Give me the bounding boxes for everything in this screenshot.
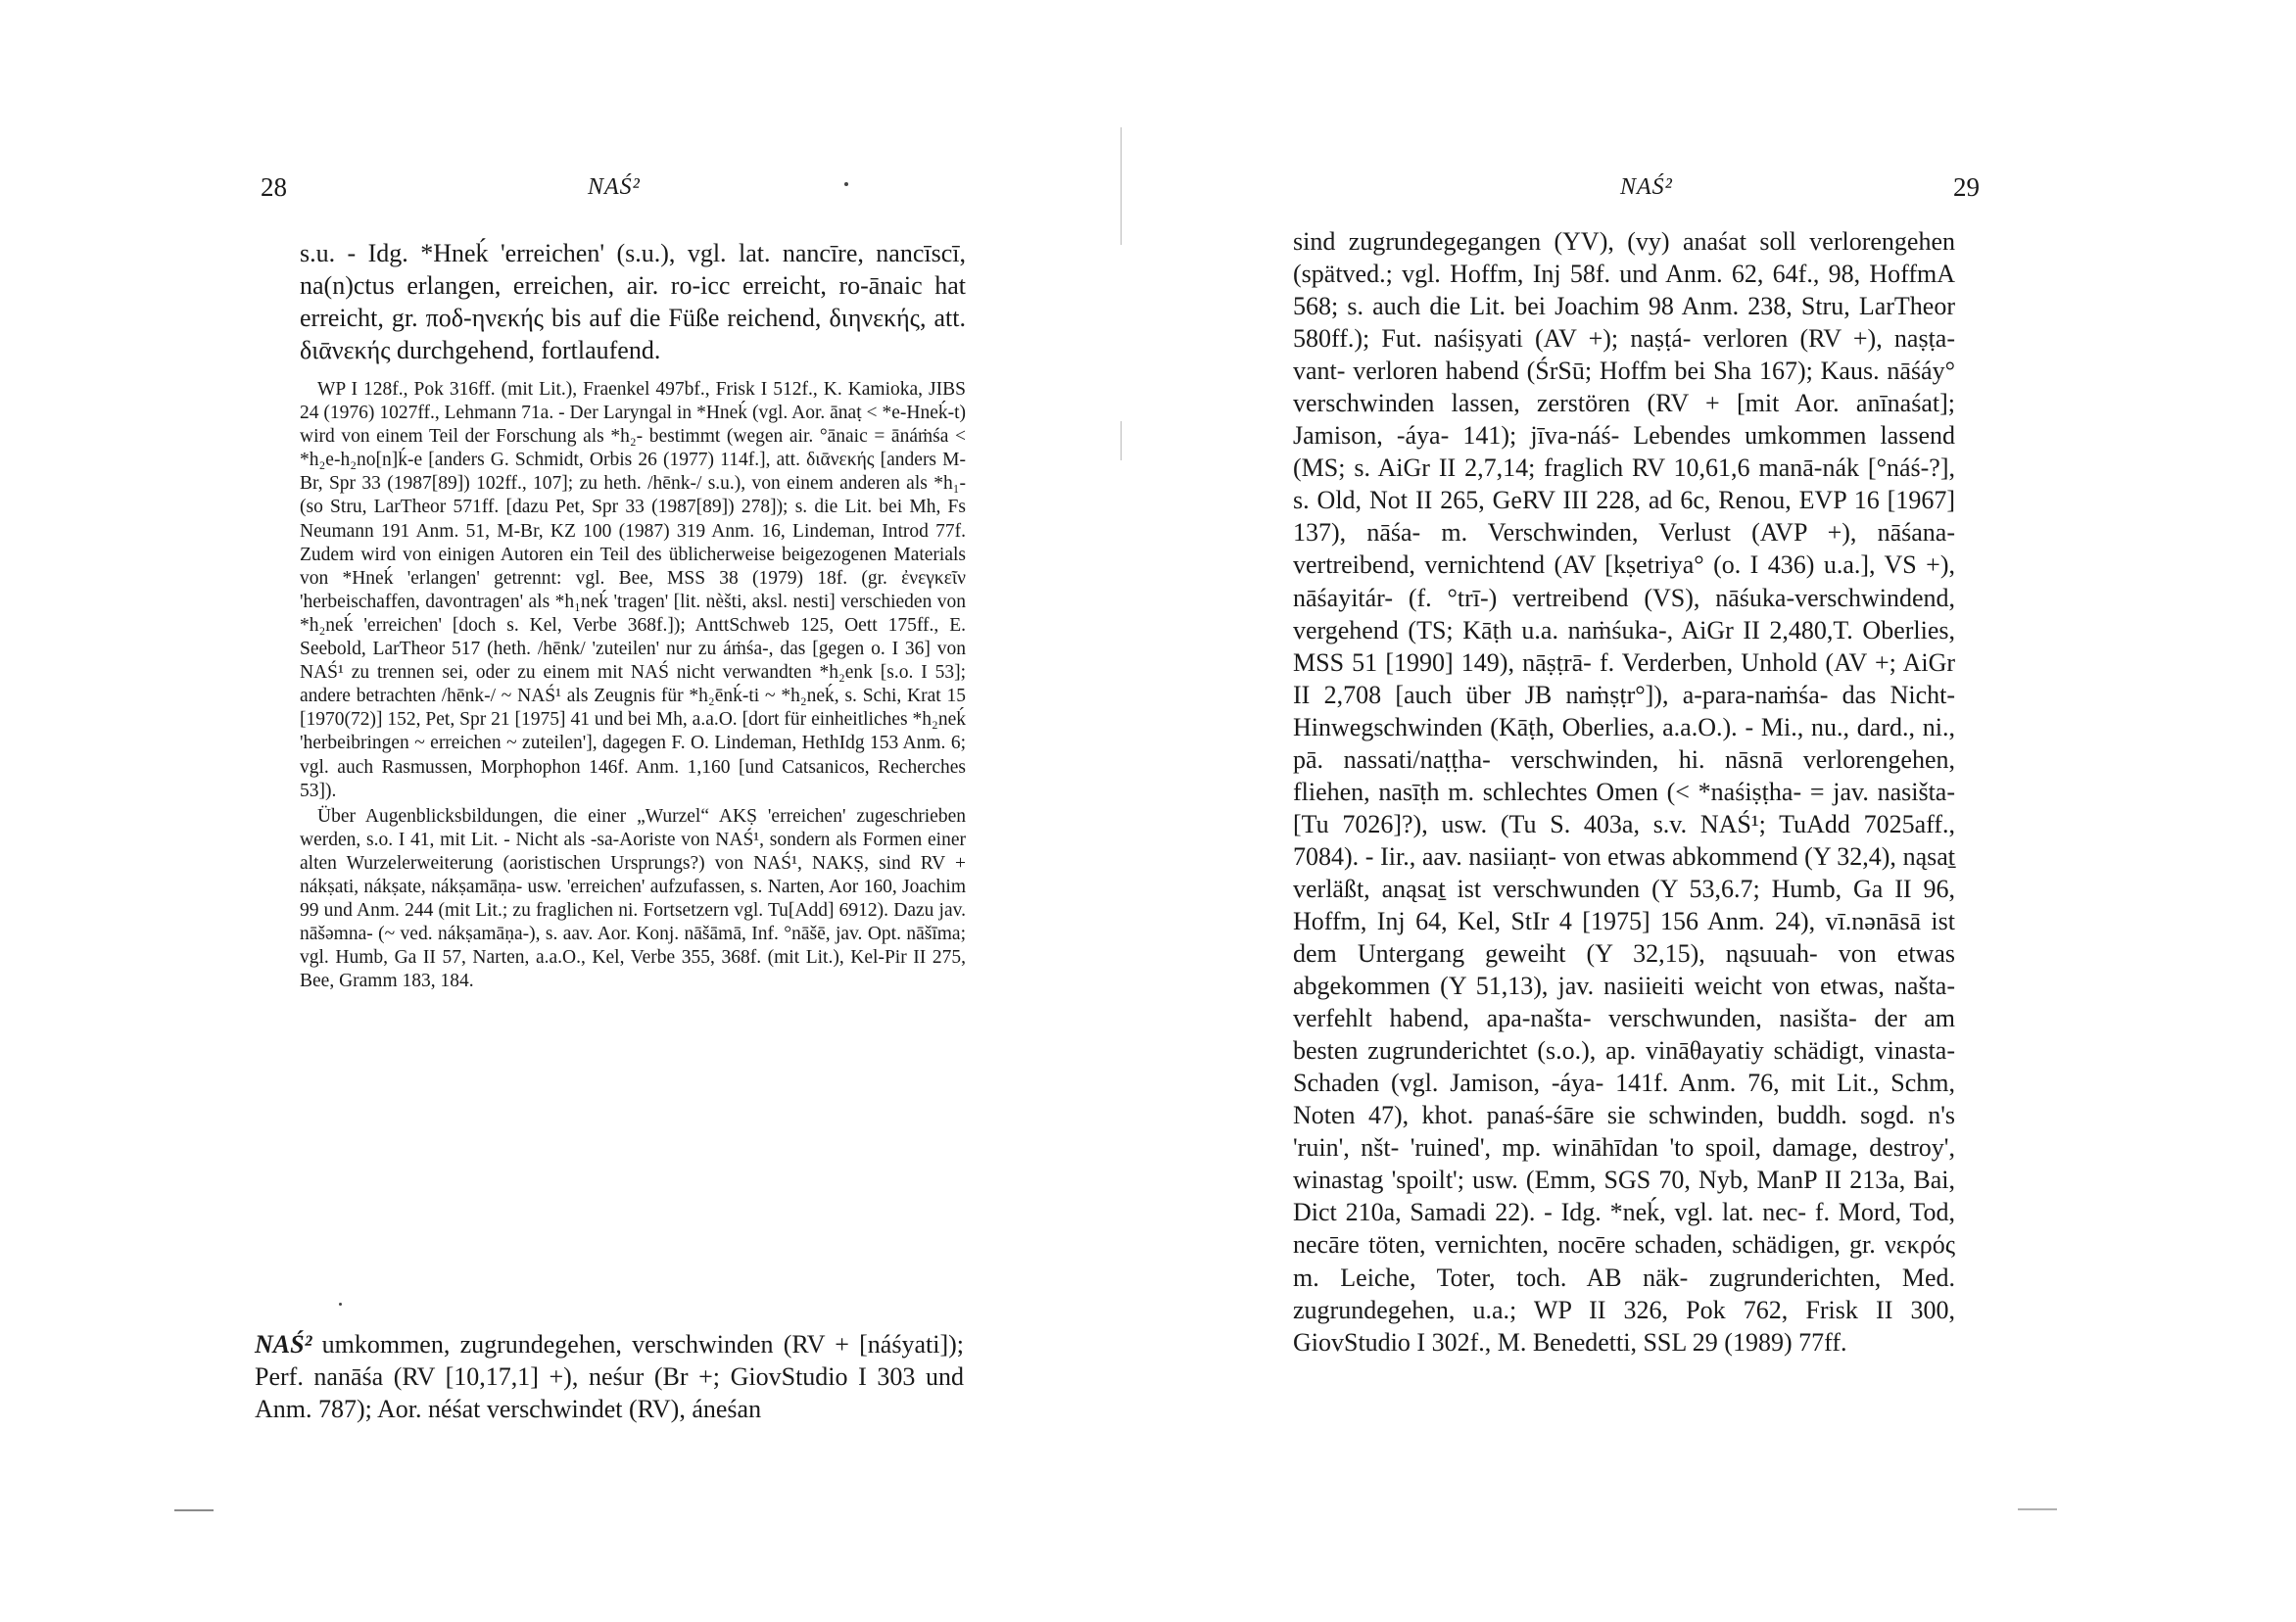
entry-text: umkommen, zugrundegehen, verschwinden (RV + [náśyati]); Perf. nanāśa (RV [10,17,1] +), neśur (Br +; GiovStudio I 303 und Anm. 787); Aor. néśat verschwindet (RV), áneśan (255, 1330, 964, 1423)
print-speck (844, 182, 848, 186)
print-speck (339, 1303, 342, 1306)
page-gutter (1121, 127, 1122, 245)
note-paragraph-2: Über Augenblicksbildungen, die einer „Wurzel“ AKṢ 'erreichen' zugeschrieben werden, s.o. I 41, mit Lit. - Nicht als -sa-Aoriste von NAŚ¹, sondern als Formen einer alten Wurzelerweiterung (aoristischen Ursprungs?) von NAŚ¹, NAKṢ, sind RV + nákṣati, nákṣate, nákṣamāṇa- usw. 'erreichen' aufzufassen, s. Narten, Aor 160, Joachim 99 und Anm. 244 (mit Lit.; zu fraglichen ni. Fortsetzern vgl. Tu[Add] 6912). Dazu jav. nāšəmna- (~ ved. nákṣamāṇa-), s. aav. Aor. Konj. nāšāmā, Inf. °nāšē, jav. Opt. nāšīma; vgl. Humb, Ga II 57, Narten, a.a.O., Kel, Verbe 355, 368f. (mit Lit.), Kel-Pir II 275, Bee, Gramm 183, 184. (300, 805, 966, 992)
scan-mark (174, 1509, 214, 1511)
right-running-head: NAŚ² (1620, 174, 1673, 200)
right-paragraph: sind zugrundegegangen (YV), (vy) anaśat soll verlorengehen (spätved.; vgl. Hoffm, Inj 58f. und Anm. 62, 64f., 98, HoffmA 568; s. auch die Lit. bei Joachim 98 Anm. 238, Stru, LarTheor 580ff.); Fut. naśiṣyati (AV +); naṣṭá- verloren (RV +), naṣṭa-vant- verloren habend (ŚrSū; Hoffm bei Sha 167); Kaus. nāśáy° verschwinden lassen, zerstören (RV + [mit Aor. anīnaśat]; Jamison, -áya- 141); jīva-náś- Lebendes umkommen lassend (MS; s. AiGr II 2,7,14; fraglich RV 10,61,6 manā-nák [°náś-?], s. Old, Not II 265, GeRV III 228, ad 6c, Renou, EVP 16 [1967] 137), nāśa- m. Verschwinden, Verlust (AVP +), nāśana- vertreibend, vernichtend (AV [kṣetriya° (o. I 436) u.a.], VS +), nāśayitár- (f. °trī-) vertreibend (VS), nāśuka-verschwindend, vergehend (TS; Kāṭh u.a. naṁśuka-, AiGr II 2,480,T. Oberlies, MSS 51 [1990] 149), nāṣṭrā- f. Verderben, Unhold (AV +; AiGr II 2,708 [auch über JB naṁṣṭr°]), a-para-naṁśa- das Nicht-Hinwegschwinden (Kāṭh, Oberlies, a.a.O.). - Mi., nu., dard., ni., pā. nassati/naṭṭha- verschwinden, hi. nāsnā verlorengehen, fliehen, nasīṭh m. schlechtes Omen (< *naśiṣṭha- = jav. nasišta- [Tu 7026]?), usw. (Tu S. 403a, s.v. NAŚ¹; TuAdd 7025aff., 7084). - Iir., aav. nasiiaṇt- von etwas abkommend (Y 32,4), nąsaṯ verläßt, anąsaṯ ist verschwunden (Y 53,6.7; Humb, Ga II 96, Hoffm, Inj 64, Kel, StIr 4 [1975] 156 Anm. 24), vī.nənāsā ist dem Untergang geweiht (Y 32,15), nąsuuah- von etwas abgekommen (Y 51,13), jav. nasiieiti weicht von etwas, našta- verfehlt habend, apa-našta- verschwunden, nasišta- der am besten zugrunderichtet (s.o.), ap. vināθayatiy schädigt, vinasta- Schaden (vgl. Jamison, -áya- 141f. Anm. 76, mit Lit., Schm, Noten 47), khot. panaś-śāre sie schwinden, buddh. sogd. n's 'ruin', nšt- 'ruined', mp. wināhīdan 'to spoil, damage, destroy', winastag 'spoilt'; usw. (Emm, SGS 70, Nyb, ManP II 213a, Bai, Dict 210a, Samadi 22). - Idg. *neḱ, vgl. lat. nec- f. Mord, Tod, necāre töten, vernichten, nocēre schaden, schädigen, gr. νεκρός m. Leiche, Toter, toch. AB näk- zugrunderichten, Med. zugrundegehen, u.a.; WP II 326, Pok 762, Frisk II 300, GiovStudio I 302f., M. Benedetti, SSL 29 (1989) 77ff. (1293, 227, 1955, 1357)
right-text-column (1293, 225, 1955, 1359)
entry-paragraph (255, 1328, 964, 1425)
intro-paragraph: s.u. - Idg. *Hneḱ 'erreichen' (s.u.), vgl. lat. nancīre, nancīscī, na(n)ctus erlangen, erreichen, air. ro-icc erreicht, ro-ānaic hat erreicht, gr. ποδ-ηνεκής bis auf die Füße reichend, διηνεκής, att. διᾱνεκής durchgehend, fortlaufend. (300, 239, 966, 364)
right-page-number: 29 (1953, 172, 1980, 202)
note-paragraph-1: WP I 128f., Pok 316ff. (mit Lit.), Fraenkel 497bf., Frisk I 512f., K. Kamioka, JIBS 24 (1976) 1027ff., Lehmann 71a. - Der Laryngal in *Hneḱ (vgl. Aor. ānaṭ < *e-Hneḱ-t) wird von einem Teil der Forschung als *h₂- bestimmt (wegen air. °ānaic = ānáṁśa < *h₂e-h₂no[n]ḱ-e [anders G. Schmidt, Orbis 26 (1977) 114f.], att. διᾱνεκής [anders M-Br, Spr 33 (1987[89]) 102ff., 107]; zu heth. /hēnk-/ s.u.), von einem anderen als *h₁- (so Stru, LarTheor 571ff. [dazu Pet, Spr 33 (1987[89]) 278]); s. die Lit. bei Mh, Fs Neumann 191 Anm. 51, M-Br, KZ 100 (1987) 319 Anm. 16, Lindeman, Introd 77f. Zudem wird von einigen Autoren ein Teil des üblicherweise beigezogenen Materials von *Hneḱ 'erlangen' getrennt: vgl. Bee, MSS 38 (1979) 18f. (gr. ἐνεγκεῖν 'herbeischaffen, davontragen' als *h₁neḱ 'tragen' [lit. nèšti, aksl. nesti] verschieden von *h₂neḱ 'erreichen' [doch s. Kel, Verbe 368f.]); AnttSchweb 125, Oett 175ff., E. Seebold, LarTheor 517 (heth. /hēnk/ 'zuteilen' nur zu áṁśa-, das [gegen o. I 36] von NAŚ¹ zu trennen sei, oder zu einem mit NAŚ nicht verwandten *h₂enk [s.o. I 53]; andere betrachten /hēnk-/ ~ NAŚ¹ als Zeugnis für *h₂ēnḱ-ti ~ *h₂neḱ, s. Schi, Krat 15 [1970(72)] 152, Pet, Spr 21 [1975] 41 und bei Mh, a.a.O. [dort für einheitliches *h₂neḱ 'herbeibringen ~ erreichen ~ zuteilen'], dagegen F. O. Lindeman, HethIdg 153 Anm. 6; vgl. auch Rasmussen, Morphophon 146f. Anm. 1,160 [und Catsanicos, Recherches 53]). (300, 379, 966, 801)
left-text-column (300, 237, 966, 993)
entry-headword: NAŚ² (255, 1330, 312, 1359)
left-page-number: 28 (261, 172, 287, 202)
right-page (1148, 0, 2296, 1622)
scan-mark (2018, 1508, 2057, 1510)
page-gutter (1121, 421, 1122, 460)
left-running-head: NAŚ² (588, 174, 641, 200)
